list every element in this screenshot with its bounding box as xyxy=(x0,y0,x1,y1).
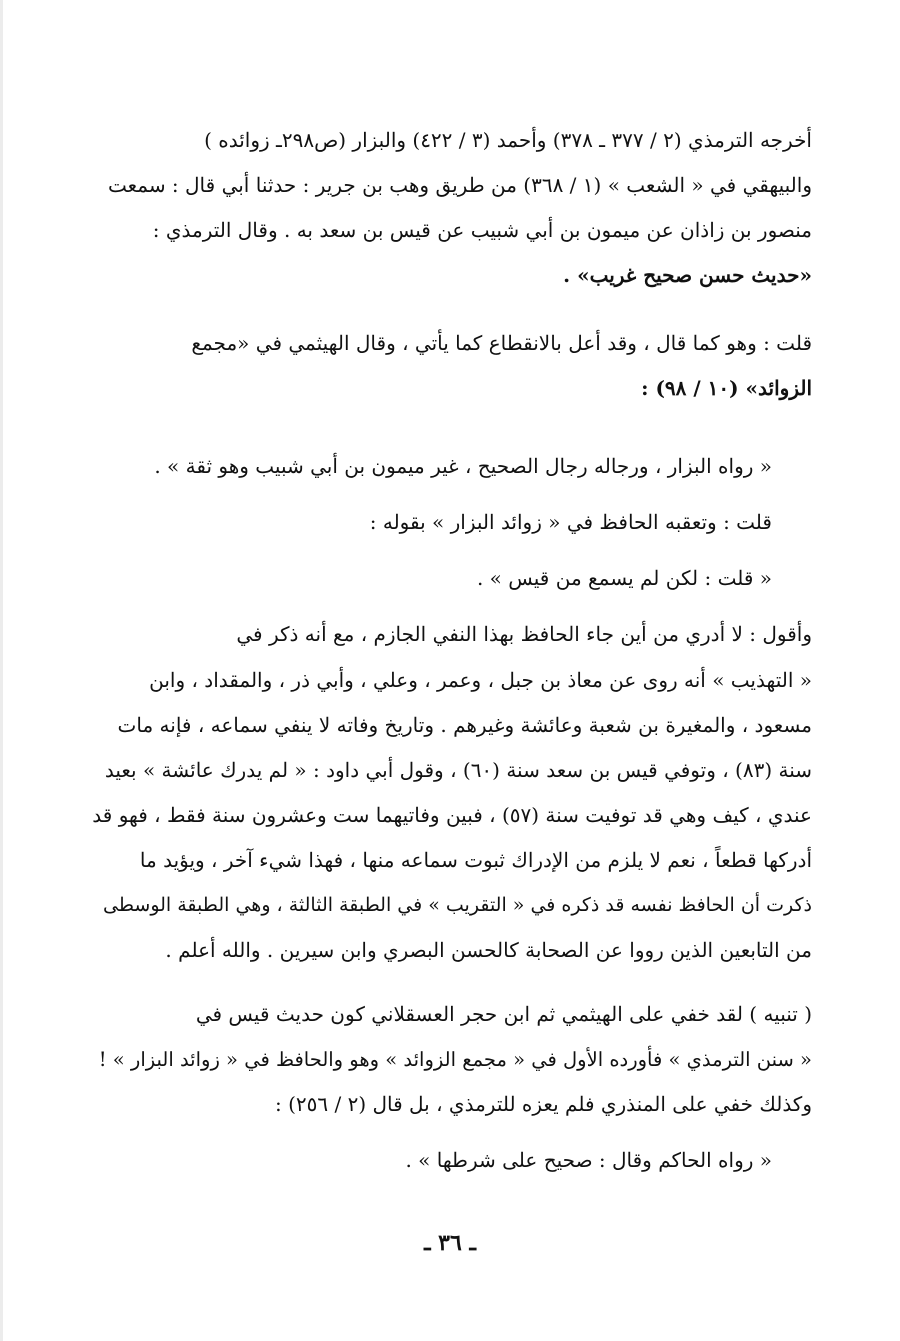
page-number: ـ ٣٦ ـ xyxy=(424,1230,476,1256)
text-line: ذكرت أن الحافظ نفسه قد ذكره في « التقريب » في الطبقة الثالثة ، وهي الطبقة الوسطى xyxy=(102,894,812,916)
text-line: عندي ، كيف وهي قد توفيت سنة (٥٧) ، فبين وفاتيهما ست وعشرون سنة فقط ، فهو قد xyxy=(92,803,812,827)
quote-line: « رواه البزار ، ورجاله رجال الصحيح ، غير ميمون بن أبي شبيب وهو ثقة » . xyxy=(154,454,772,478)
text-line: من التابعين الذين رووا عن الصحابة كالحسن البصري وابن سيرين . والله أعلم . xyxy=(165,938,812,962)
text-line: « سنن الترمذي » فأورده الأول في « مجمع الزوائد » وهو والحافظ في « زوائد البزار » ! xyxy=(98,1048,812,1071)
text-line: «حديث حسن صحيح غريب» . xyxy=(563,263,812,287)
text-line: وأقول : لا أدري من أين جاء الحافظ بهذا النفي الجازم ، مع أنه ذكر في xyxy=(236,622,812,646)
text-line: أدركها قطعاً ، نعم لا يلزم من الإدراك ثبوت سماعه منها ، فهذا شيء آخر ، ويؤيد ما xyxy=(139,848,812,872)
text-line: « التهذيب » أنه روى عن معاذ بن جبل ، وعمر ، وعلي ، وأبي ذر ، والمقداد ، وابن xyxy=(149,668,812,692)
text-line: قلت : وتعقبه الحافظ في « زوائد البزار » بقوله : xyxy=(369,510,772,534)
quote-line: « رواه الحاكم وقال : صحيح على شرطها » . xyxy=(405,1148,772,1172)
text-line: وكذلك خفي على المنذري فلم يعزه للترمذي ، بل قال (٢ / ٢٥٦) : xyxy=(274,1092,812,1116)
text-line: منصور بن زاذان عن ميمون بن أبي شبيب عن قيس بن سعد به . وقال الترمذي : xyxy=(152,218,812,242)
text-line: والبيهقي في « الشعب » (١ / ٣٦٨) من طريق وهب بن جرير : حدثنا أبي قال : سمعت xyxy=(107,173,812,197)
text-line: مسعود ، والمغيرة بن شعبة وعائشة وغيرهم . وتاريخ وفاته لا ينفي سماعه ، فإنه مات xyxy=(117,713,812,737)
text-line: ( تنبيه ) لقد خفي على الهيثمي ثم ابن حجر العسقلاني كون حديث قيس في xyxy=(195,1002,812,1026)
text-line: سنة (٨٣) ، وتوفي قيس بن سعد سنة (٦٠) ، وقول أبي داود : « لم يدرك عائشة » بعيد xyxy=(104,758,812,782)
text-line: أخرجه الترمذي (٢ / ٣٧٧ ـ ٣٧٨) وأحمد (٣ / ٤٢٢) والبزار (ص٢٩٨ـ زوائده ) xyxy=(204,128,812,152)
quote-line: « قلت : لكن لم يسمع من قيس » . xyxy=(476,566,772,590)
text-line: الزوائد» (١٠ / ٩٨) : xyxy=(641,376,812,400)
scan-edge-left xyxy=(0,0,3,1341)
text-line: قلت : وهو كما قال ، وقد أعل بالانقطاع كما يأتي ، وقال الهيثمي في «مجمع xyxy=(191,331,812,355)
